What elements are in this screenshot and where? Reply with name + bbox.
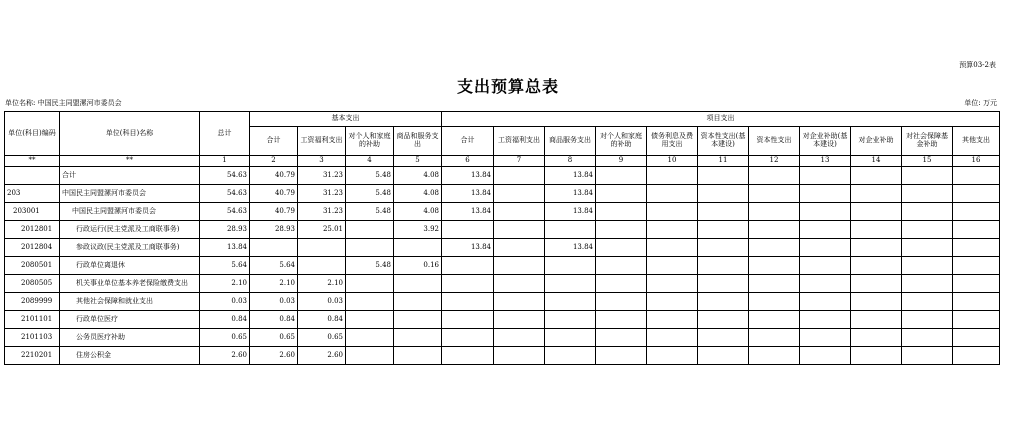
cell-empty	[698, 185, 749, 203]
cell-empty	[902, 293, 953, 311]
cell-b-sum: 2.10	[250, 275, 298, 293]
cell-empty	[647, 203, 698, 221]
header-index-cell: 12	[749, 156, 800, 167]
cell-empty	[596, 347, 647, 365]
cell-empty	[851, 239, 902, 257]
cell-p-goods	[545, 311, 596, 329]
cell-empty	[851, 329, 902, 347]
cell-p-sum: 13.84	[442, 185, 494, 203]
header-project-col: 对个人和家庭的补助	[596, 127, 647, 156]
cell-empty	[596, 257, 647, 275]
cell-p-wage	[494, 347, 545, 365]
header-index-cell: 14	[851, 156, 902, 167]
table-row	[5, 257, 1000, 275]
cell-empty	[596, 167, 647, 185]
cell-b-goods	[394, 239, 442, 257]
cell-b-ind: 5.48	[346, 257, 394, 275]
cell-empty	[851, 257, 902, 275]
header-project-col: 对企业补助(基本建设)	[800, 127, 851, 156]
cell-b-ind: 5.48	[346, 185, 394, 203]
header-basic-col: 商品和服务支出	[394, 127, 442, 156]
cell-empty	[749, 239, 800, 257]
header-basic-col: 合计	[250, 127, 298, 156]
cell-p-wage	[494, 203, 545, 221]
cell-code: 2080505	[5, 275, 60, 293]
cell-empty	[902, 185, 953, 203]
header-index-cell: 2	[250, 156, 298, 167]
cell-empty	[749, 185, 800, 203]
cell-name: 行政运行(民主党派及工商联事务)	[60, 221, 200, 239]
table-row	[5, 203, 1000, 221]
budget-expenditure-table	[4, 111, 1000, 365]
cell-empty	[596, 239, 647, 257]
table-row	[5, 275, 1000, 293]
cell-empty	[749, 311, 800, 329]
cell-empty	[698, 347, 749, 365]
cell-p-sum	[442, 257, 494, 275]
cell-b-goods: 4.08	[394, 185, 442, 203]
cell-p-sum: 13.84	[442, 203, 494, 221]
header-total: 总计	[200, 112, 250, 156]
cell-name: 行政单位医疗	[60, 311, 200, 329]
cell-empty	[647, 293, 698, 311]
cell-code: 2210201	[5, 347, 60, 365]
cell-b-ind	[346, 239, 394, 257]
cell-b-ind: 5.48	[346, 167, 394, 185]
cell-b-wage: 2.60	[298, 347, 346, 365]
header-index-cell: 16	[953, 156, 1000, 167]
cell-p-goods: 13.84	[545, 185, 596, 203]
cell-empty	[902, 329, 953, 347]
table-row	[5, 239, 1000, 257]
header-project-col: 工资福利支出	[494, 127, 545, 156]
header-index-cell: 5	[394, 156, 442, 167]
header-index-cell: 13	[800, 156, 851, 167]
cell-empty	[953, 185, 1000, 203]
cell-total: 0.03	[200, 293, 250, 311]
cell-empty	[902, 347, 953, 365]
cell-empty	[851, 293, 902, 311]
cell-empty	[851, 221, 902, 239]
cell-empty	[902, 311, 953, 329]
header-index-cell: 9	[596, 156, 647, 167]
cell-empty	[647, 185, 698, 203]
header-project-col: 资本性支出	[749, 127, 800, 156]
cell-empty	[647, 167, 698, 185]
cell-p-wage	[494, 167, 545, 185]
cell-b-goods	[394, 275, 442, 293]
cell-b-wage	[298, 239, 346, 257]
cell-name: 其他社会保障和就业支出	[60, 293, 200, 311]
cell-b-wage: 31.23	[298, 203, 346, 221]
cell-p-sum	[442, 311, 494, 329]
cell-empty	[698, 167, 749, 185]
cell-empty	[647, 257, 698, 275]
cell-empty	[596, 275, 647, 293]
header-name: 单位(科目)名称	[60, 112, 200, 156]
cell-code: 2101103	[5, 329, 60, 347]
cell-empty	[800, 311, 851, 329]
form-number: 预算03-2表	[959, 61, 996, 69]
cell-empty	[647, 221, 698, 239]
cell-empty	[596, 221, 647, 239]
cell-empty	[698, 275, 749, 293]
table-row	[5, 329, 1000, 347]
cell-p-sum	[442, 293, 494, 311]
cell-empty	[749, 347, 800, 365]
cell-empty	[647, 329, 698, 347]
cell-name: 公务员医疗补助	[60, 329, 200, 347]
header-index-cell: **	[60, 156, 200, 167]
cell-empty	[698, 311, 749, 329]
cell-empty	[800, 275, 851, 293]
cell-empty	[953, 293, 1000, 311]
header-project-col: 对社会保障基金补助	[902, 127, 953, 156]
page-title: 支出预算总表	[456, 77, 559, 96]
cell-empty	[800, 257, 851, 275]
cell-b-wage	[298, 257, 346, 275]
cell-empty	[800, 293, 851, 311]
cell-empty	[902, 203, 953, 221]
cell-empty	[953, 167, 1000, 185]
cell-empty	[851, 347, 902, 365]
cell-p-wage	[494, 329, 545, 347]
cell-b-wage: 31.23	[298, 167, 346, 185]
cell-b-sum: 0.84	[250, 311, 298, 329]
cell-total: 54.63	[200, 167, 250, 185]
cell-empty	[953, 257, 1000, 275]
cell-p-wage	[494, 293, 545, 311]
cell-total: 13.84	[200, 239, 250, 257]
cell-b-wage: 0.65	[298, 329, 346, 347]
cell-empty	[902, 239, 953, 257]
cell-empty	[698, 203, 749, 221]
cell-empty	[698, 329, 749, 347]
header-project-col: 资本性支出(基本建设)	[698, 127, 749, 156]
cell-empty	[851, 167, 902, 185]
cell-code: 2101101	[5, 311, 60, 329]
cell-empty	[749, 329, 800, 347]
cell-empty	[596, 203, 647, 221]
header-index-cell: 10	[647, 156, 698, 167]
cell-empty	[953, 329, 1000, 347]
cell-name: 中国民主同盟漯河市委员会	[60, 203, 200, 221]
header-code: 单位(科目)编码	[5, 112, 60, 156]
cell-empty	[800, 347, 851, 365]
cell-p-goods	[545, 221, 596, 239]
cell-empty	[851, 311, 902, 329]
cell-code: 203001	[5, 203, 60, 221]
header-index-cell: 8	[545, 156, 596, 167]
cell-b-goods	[394, 347, 442, 365]
cell-name: 合计	[60, 167, 200, 185]
cell-b-sum	[250, 239, 298, 257]
cell-total: 54.63	[200, 203, 250, 221]
cell-empty	[749, 221, 800, 239]
table-row	[5, 311, 1000, 329]
cell-b-wage: 0.84	[298, 311, 346, 329]
table-row	[5, 185, 1000, 203]
cell-p-goods	[545, 275, 596, 293]
cell-empty	[953, 275, 1000, 293]
cell-p-goods: 13.84	[545, 167, 596, 185]
cell-p-goods	[545, 347, 596, 365]
cell-p-wage	[494, 311, 545, 329]
cell-p-sum	[442, 275, 494, 293]
cell-p-sum	[442, 221, 494, 239]
cell-p-sum: 13.84	[442, 167, 494, 185]
header-row-group	[5, 112, 1000, 127]
cell-empty	[953, 311, 1000, 329]
header-index-cell: 3	[298, 156, 346, 167]
header-project-col: 商品服务支出	[545, 127, 596, 156]
cell-total: 28.93	[200, 221, 250, 239]
cell-b-wage: 25.01	[298, 221, 346, 239]
cell-empty	[902, 275, 953, 293]
cell-empty	[953, 347, 1000, 365]
cell-empty	[596, 293, 647, 311]
header-project-col: 债务利息及费用支出	[647, 127, 698, 156]
cell-empty	[800, 185, 851, 203]
cell-name: 参政议政(民主党派及工商联事务)	[60, 239, 200, 257]
cell-empty	[647, 311, 698, 329]
cell-b-wage: 0.03	[298, 293, 346, 311]
cell-b-ind	[346, 293, 394, 311]
cell-name: 中国民主同盟漯河市委员会	[60, 185, 200, 203]
cell-p-wage	[494, 185, 545, 203]
cell-b-sum: 40.79	[250, 203, 298, 221]
cell-b-ind: 5.48	[346, 203, 394, 221]
cell-p-sum	[442, 347, 494, 365]
cell-empty	[749, 257, 800, 275]
cell-empty	[749, 275, 800, 293]
header-project-col: 对企业补助	[851, 127, 902, 156]
table-row	[5, 167, 1000, 185]
cell-empty	[596, 311, 647, 329]
cell-empty	[596, 185, 647, 203]
table-body	[5, 167, 1000, 365]
cell-empty	[749, 293, 800, 311]
header-project-expenditure: 项目支出	[442, 112, 1000, 127]
header-index-cell: 6	[442, 156, 494, 167]
header-basic-col: 工资福利支出	[298, 127, 346, 156]
cell-empty	[749, 167, 800, 185]
cell-b-goods	[394, 329, 442, 347]
table-row	[5, 347, 1000, 365]
cell-total: 54.63	[200, 185, 250, 203]
cell-empty	[596, 329, 647, 347]
cell-total: 2.60	[200, 347, 250, 365]
cell-name: 住房公积金	[60, 347, 200, 365]
cell-b-sum: 5.64	[250, 257, 298, 275]
cell-b-sum: 40.79	[250, 185, 298, 203]
cell-p-wage	[494, 221, 545, 239]
cell-b-wage: 2.10	[298, 275, 346, 293]
cell-b-ind	[346, 329, 394, 347]
cell-b-sum: 28.93	[250, 221, 298, 239]
cell-p-goods	[545, 293, 596, 311]
cell-b-goods: 3.92	[394, 221, 442, 239]
cell-code	[5, 167, 60, 185]
cell-b-goods	[394, 293, 442, 311]
cell-p-goods: 13.84	[545, 203, 596, 221]
table-row	[5, 293, 1000, 311]
cell-empty	[749, 203, 800, 221]
cell-code: 2012804	[5, 239, 60, 257]
cell-code: 2089999	[5, 293, 60, 311]
cell-b-ind	[346, 311, 394, 329]
cell-empty	[647, 239, 698, 257]
header-project-col: 合计	[442, 127, 494, 156]
cell-empty	[902, 221, 953, 239]
cell-p-wage	[494, 257, 545, 275]
cell-empty	[902, 257, 953, 275]
cell-empty	[953, 239, 1000, 257]
cell-code: 203	[5, 185, 60, 203]
table-row	[5, 221, 1000, 239]
cell-empty	[851, 203, 902, 221]
cell-p-goods	[545, 329, 596, 347]
cell-b-sum: 0.03	[250, 293, 298, 311]
header-index-cell: 15	[902, 156, 953, 167]
cell-b-goods: 4.08	[394, 167, 442, 185]
cell-empty	[800, 203, 851, 221]
cell-p-sum	[442, 329, 494, 347]
header-index-cell: 11	[698, 156, 749, 167]
cell-empty	[698, 293, 749, 311]
cell-empty	[902, 167, 953, 185]
cell-empty	[953, 203, 1000, 221]
cell-p-wage	[494, 275, 545, 293]
cell-empty	[851, 275, 902, 293]
cell-code: 2012801	[5, 221, 60, 239]
cell-total: 0.65	[200, 329, 250, 347]
unit-name-label: 单位名称: 中国民主同盟漯河市委员会	[5, 99, 122, 107]
cell-p-goods	[545, 257, 596, 275]
cell-empty	[698, 257, 749, 275]
cell-b-goods: 4.08	[394, 203, 442, 221]
cell-b-wage: 31.23	[298, 185, 346, 203]
cell-empty	[800, 239, 851, 257]
cell-name: 机关事业单位基本养老保险缴费支出	[60, 275, 200, 293]
header-index-cell: 4	[346, 156, 394, 167]
cell-total: 5.64	[200, 257, 250, 275]
header-project-col: 其他支出	[953, 127, 1000, 156]
cell-b-sum: 0.65	[250, 329, 298, 347]
cell-b-ind	[346, 347, 394, 365]
cell-b-ind	[346, 275, 394, 293]
cell-b-sum: 2.60	[250, 347, 298, 365]
header-index-cell: 1	[200, 156, 250, 167]
header-basic-expenditure: 基本支出	[250, 112, 442, 127]
cell-total: 2.10	[200, 275, 250, 293]
currency-unit-label: 单位: 万元	[964, 99, 997, 107]
cell-b-ind	[346, 221, 394, 239]
cell-empty	[953, 221, 1000, 239]
cell-total: 0.84	[200, 311, 250, 329]
cell-b-goods	[394, 311, 442, 329]
cell-p-wage	[494, 239, 545, 257]
cell-empty	[800, 167, 851, 185]
cell-empty	[698, 221, 749, 239]
cell-name: 行政单位离退休	[60, 257, 200, 275]
cell-empty	[800, 221, 851, 239]
cell-empty	[647, 347, 698, 365]
header-index-cell: **	[5, 156, 60, 167]
cell-empty	[647, 275, 698, 293]
cell-empty	[698, 239, 749, 257]
cell-p-sum: 13.84	[442, 239, 494, 257]
cell-empty	[851, 185, 902, 203]
cell-code: 2080501	[5, 257, 60, 275]
cell-b-goods: 0.16	[394, 257, 442, 275]
cell-b-sum: 40.79	[250, 167, 298, 185]
header-row-index	[5, 156, 1000, 167]
cell-empty	[800, 329, 851, 347]
header-index-cell: 7	[494, 156, 545, 167]
cell-p-goods: 13.84	[545, 239, 596, 257]
header-basic-col: 对个人和家庭的补助	[346, 127, 394, 156]
